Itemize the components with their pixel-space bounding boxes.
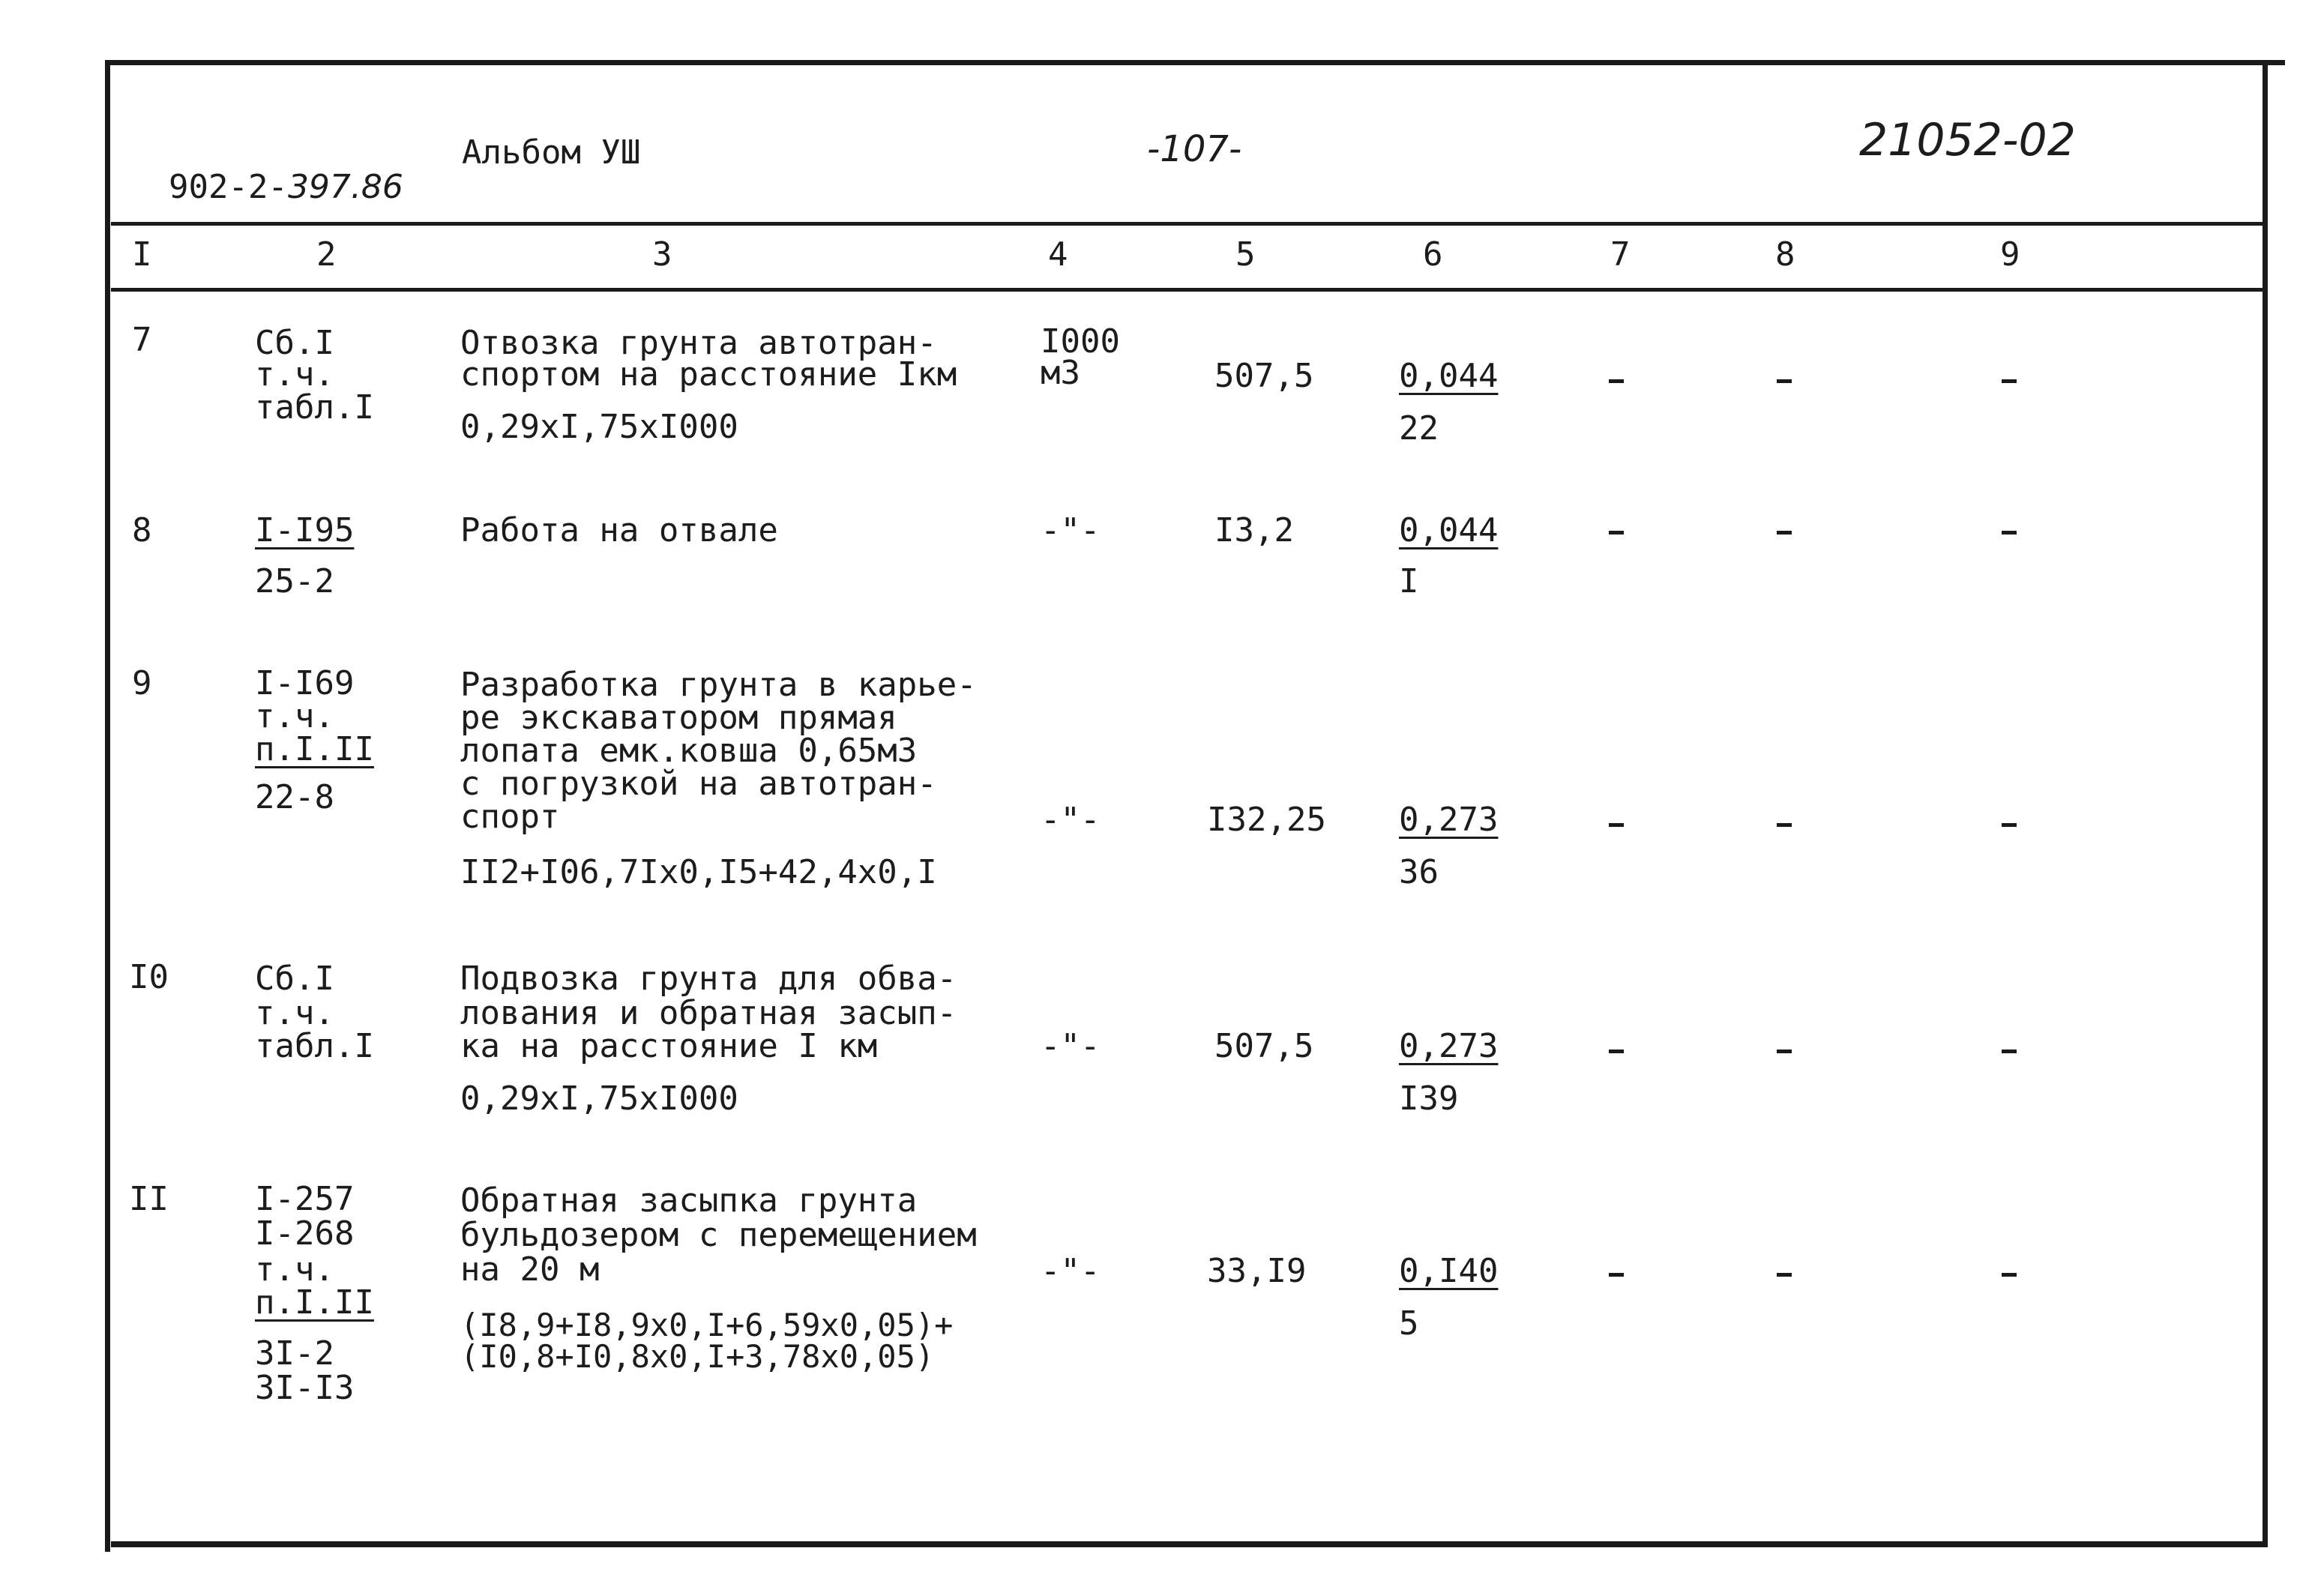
header-rule-bottom — [111, 288, 2263, 292]
col6-top: 0,044 — [1399, 357, 1499, 395]
desc-line: Обратная засыпка грунта — [460, 1181, 918, 1220]
album-label: Альбом УШ — [462, 133, 641, 172]
col9-dash — [2002, 823, 2017, 827]
col9-dash — [2002, 1050, 2017, 1053]
quantity: I32,25 — [1207, 801, 1326, 839]
col6-bottom: 22 — [1399, 409, 1439, 448]
ref-line: I-257 — [255, 1180, 355, 1218]
col7-dash — [1609, 1273, 1624, 1277]
unit-line: I000 — [1041, 322, 1120, 361]
col9-dash — [2002, 531, 2017, 534]
header-rule-top — [111, 222, 2263, 226]
col-header-7: 7 — [1610, 235, 1631, 274]
doc-code-printed: 902-2- — [168, 168, 288, 206]
col-header-6: 6 — [1423, 235, 1443, 274]
desc-line: Работа на отвале — [460, 511, 778, 549]
desc-line: лопата емк.ковша 0,65м3 — [460, 732, 918, 770]
row-number: 7 — [132, 321, 152, 359]
col9-dash — [2002, 379, 2017, 383]
ref-line: 22-8 — [255, 778, 334, 816]
sheet-number: 21052-02 — [1859, 114, 2076, 166]
ref-line: п.I.II — [255, 1283, 374, 1322]
desc-line: ре экскаватором прямая — [460, 699, 897, 737]
quantity: I3,2 — [1214, 511, 1294, 549]
frame-left-border — [105, 60, 110, 1552]
col6-bottom: I — [1399, 562, 1419, 600]
ref-line: 25-2 — [255, 562, 334, 600]
col-header-9: 9 — [2000, 235, 2020, 274]
doc-code — [129, 133, 403, 205]
desc-line: Подвозка грунта для обва- — [460, 960, 957, 998]
desc-line: ка на расстояние I км — [460, 1027, 878, 1065]
col7-dash — [1609, 531, 1624, 534]
col8-dash — [1777, 823, 1792, 827]
desc-line: спорт — [460, 798, 560, 836]
desc-line: Отвозка грунта автотран- — [460, 324, 937, 362]
col-header-3: 3 — [652, 235, 672, 274]
col8-dash — [1777, 379, 1792, 383]
unit-line: -"- — [1041, 1252, 1101, 1290]
ref-line: т.ч. — [255, 355, 334, 394]
row-number: II — [129, 1180, 169, 1218]
quantity: 33,I9 — [1207, 1252, 1307, 1290]
col-header-2: 2 — [316, 235, 337, 274]
col-header-4: 4 — [1048, 235, 1068, 274]
ref-line: табл.I — [255, 1027, 374, 1065]
unit-line: м3 — [1041, 354, 1080, 392]
ref-line: т.ч. — [255, 1250, 334, 1289]
col-header-8: 8 — [1775, 235, 1795, 274]
ref-line: 3I-2 — [255, 1334, 334, 1373]
col8-dash — [1777, 1273, 1792, 1277]
quantity: 507,5 — [1214, 1027, 1314, 1065]
ref-line: I-I69 — [255, 664, 355, 702]
ref-line: т.ч. — [255, 697, 334, 735]
unit-line: -"- — [1041, 1027, 1101, 1065]
col-header-5: 5 — [1235, 235, 1256, 274]
formula-line: 0,29xI,75xI000 — [460, 408, 738, 446]
col7-dash — [1609, 823, 1624, 827]
unit-line: -"- — [1041, 801, 1101, 839]
col6-bottom: 5 — [1399, 1304, 1419, 1343]
ref-line: I-I95 — [255, 511, 355, 549]
formula-line: (I0,8+I0,8x0,I+3,78x0,05) — [460, 1338, 935, 1375]
ref-line: п.I.II — [255, 730, 374, 768]
col8-dash — [1777, 1050, 1792, 1053]
quantity: 507,5 — [1214, 357, 1314, 395]
row-number: I0 — [129, 958, 169, 996]
col6-top: 0,273 — [1399, 801, 1499, 839]
col8-dash — [1777, 531, 1792, 534]
desc-line: Разработка грунта в карье- — [460, 666, 977, 704]
desc-line: на 20 м — [460, 1250, 600, 1289]
ref-line: Сб.I — [255, 324, 334, 362]
desc-line: спортом на расстояние Iкм — [460, 355, 957, 394]
formula-line: 0,29xI,75xI000 — [460, 1079, 738, 1118]
col6-top: 0,044 — [1399, 511, 1499, 549]
col7-dash — [1609, 1050, 1624, 1053]
ref-line: Сб.I — [255, 960, 334, 998]
desc-line: лования и обратная засып- — [460, 994, 957, 1032]
col9-dash — [2002, 1273, 2017, 1277]
col6-bottom: I39 — [1399, 1079, 1459, 1118]
col6-bottom: 36 — [1399, 853, 1439, 891]
col6-top: 0,273 — [1399, 1027, 1499, 1065]
unit-line: -"- — [1041, 511, 1101, 549]
col6-top: 0,I40 — [1399, 1252, 1499, 1290]
col7-dash — [1609, 379, 1624, 383]
desc-line: бульдозером с перемещением — [460, 1216, 977, 1254]
row-number: 9 — [132, 664, 152, 702]
formula-line: II2+I06,7Ix0,I5+42,4x0,I — [460, 853, 937, 891]
page-number: -107- — [1147, 128, 1242, 170]
col-header-1: I — [132, 235, 152, 274]
frame-top-border — [105, 60, 2285, 65]
frame-bottom-border — [111, 1541, 2268, 1547]
ref-line: I-268 — [255, 1214, 355, 1253]
row-number: 8 — [132, 511, 152, 549]
ref-line: 3I-I3 — [255, 1369, 355, 1407]
desc-line: с погрузкой на автотран- — [460, 765, 937, 803]
doc-code-handwritten: 397.86 — [287, 168, 403, 206]
formula-line: (I8,9+I8,9x0,I+6,59x0,05)+ — [460, 1307, 954, 1343]
ref-line: табл.I — [255, 388, 374, 427]
frame-right-border — [2263, 60, 2268, 1544]
ref-line: т.ч. — [255, 994, 334, 1032]
